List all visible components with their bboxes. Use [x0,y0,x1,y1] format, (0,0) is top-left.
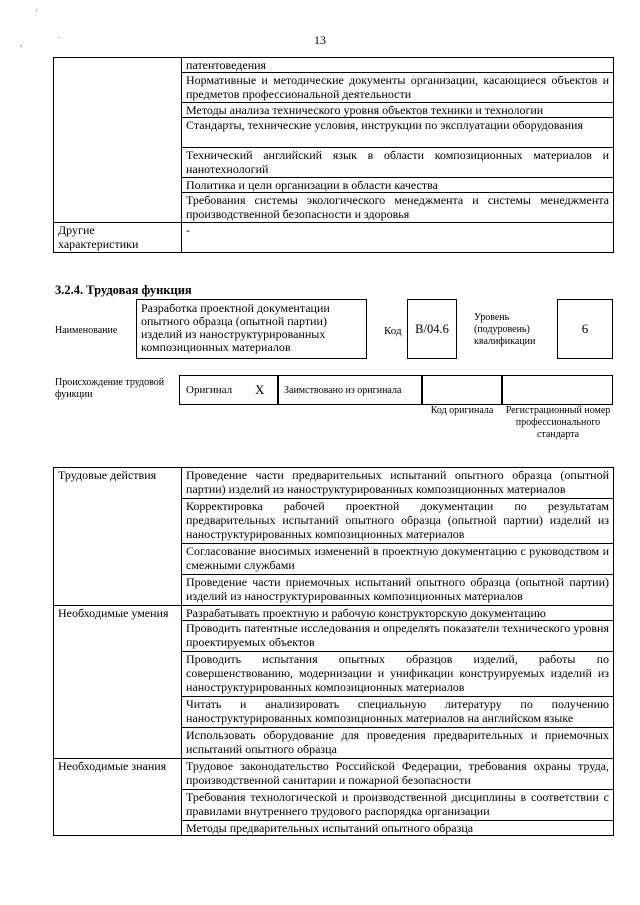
page-number: 13 [314,33,326,47]
other-characteristics-value: - [182,223,614,253]
scan-mark: . [58,30,61,40]
group-label-actions: Трудовые действия [54,468,182,606]
name-label: Наименование [55,325,118,336]
origin-borrowed-box [278,375,422,405]
origin-label: Происхождение трудовой функции [55,377,165,400]
table-row: Корректировка рабочей проектной документации по результатам предварительных испытаний опытного образца (опытной партии) изделий из наноструктурированных композиционных материалов [182,499,614,544]
scan-mark: ' [36,8,38,18]
level-box [557,299,613,359]
group-label-skills: Необходимые умения [54,606,182,759]
original-mark: X [255,382,265,397]
function-name-box [136,299,367,359]
code-original-caption: Код оригинала [430,405,494,416]
function-name: Разработка проектной документации опытного образца (опытной партии) изделий из наноструктурированных композиционных материалов [141,301,330,354]
original-label: Оригинал [186,384,233,396]
table-row: Проводить испытания опытных образцов изделий, работы по совершенствованию, модернизации и унификации конструируемых изделий из наноструктурированных композиционных материалов [182,652,614,697]
table-row: Использовать оборудование для проведения предварительных и приемочных испытаний опытного образца [182,728,614,759]
table-row: Разрабатывать проектную и рабочую конструкторскую документацию [182,606,614,621]
table-row: Технический английский язык в области композиционных материалов и нанотехнологий [182,148,614,178]
group-label-knowledge: Необходимые знания [54,759,182,836]
section-heading: 3.2.4. Трудовая функция [55,283,192,297]
top-table [53,57,614,253]
table-row: патентоведения [182,58,614,73]
table-row: Нормативные и методические документы организации, касающиеся объектов и предметов профессиональной деятельности [182,73,614,103]
code-value: B/04.6 [415,321,449,336]
code-box [407,299,457,359]
table-row: Методы предварительных испытаний опытного образца [182,821,614,836]
table-row: Читать и анализировать специальную литературу по получению наноструктурированных композиционных материалов на английском языке [182,697,614,728]
table-row: Проведение части предварительных испытаний опытного образца (опытной партии) изделий из наноструктурированных композиционных материалов [182,468,614,499]
level-value: 6 [581,321,589,336]
reg-number-caption: Регистрационный номер профессионального стандарта [505,405,611,440]
table-row: Требования технологической и производственной дисциплины в соответствии с правилами внутреннего трудового распорядка организации [182,790,614,821]
table-row: Проведение части приемочных испытаний опытного образца (опытной партии) изделий из наноструктурированных композиционных материалов [182,575,614,606]
empty-label-cell [54,58,182,223]
scan-mark: , [20,38,23,48]
table-row: Политика и цели организации в области качества [182,178,614,193]
level-label: Уровень (подуровень) квалификации [474,312,536,347]
main-table [53,467,614,836]
reg-number-box [502,375,613,405]
table-row: Методы анализа технического уровня объектов техники и технологии [182,103,614,118]
code-original-box [422,375,502,405]
table-row: Проводить патентные исследования и определять показатели технического уровня проектируемых объектов [182,621,614,652]
other-characteristics-label: Другие характеристики [54,223,182,253]
code-label: Код [384,325,402,337]
table-row: Требования системы экологического менеджмента и системы менеджмента производственной безопасности и здоровья [182,193,614,223]
table-row: Трудовое законодательство Российской Федерации, требования охраны труда, производственной санитарии и пожарной безопасности [182,759,614,790]
origin-original-box [179,375,278,405]
borrowed-label: Заимствовано из оригинала [284,385,402,396]
table-row: Согласование вносимых изменений в проектную документацию с руководством и смежными службами [182,544,614,575]
table-row: Стандарты, технические условия, инструкции по эксплуатации оборудования [182,118,614,148]
